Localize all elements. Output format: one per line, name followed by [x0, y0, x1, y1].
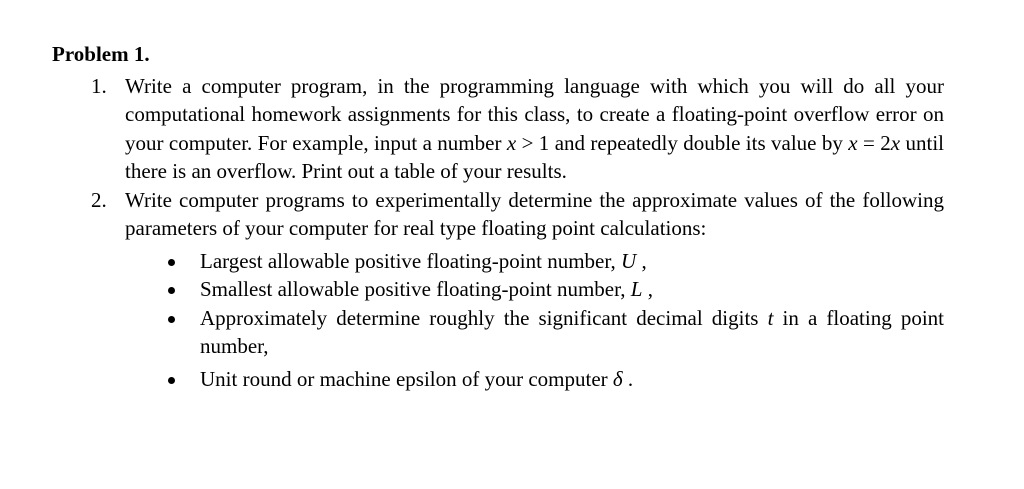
math-symbol: δ [612, 366, 623, 391]
math-x: x [506, 130, 517, 155]
item-2-text: Write computer programs to experimentally determine the approximate values of the following parameters of your computer for real type floating point calculations: [125, 187, 944, 240]
problem-list [52, 72, 944, 394]
math-x: x [890, 130, 901, 155]
bullet-item: Largest allowable positive floating-point number, U , [125, 247, 944, 276]
bullet-dot [168, 316, 175, 323]
problem-item-2 [52, 186, 944, 394]
problem-title: Problem 1. [52, 42, 150, 66]
bullet-dot [168, 287, 175, 294]
bullet-item: Approximately determine roughly the significant decimal digits t in a floating point number, [125, 304, 944, 361]
item-1-text: Write a computer program, in the programming language with which you will do all your computational homework assignments for this class, to create a floating-point overflow error on your computer. For example, input a number x > 1 and repeatedly double its value by x = 2x until there is an overflow. Print out a table of your results. [125, 73, 944, 183]
problem-item-1 [52, 72, 944, 186]
item-number: 2. [91, 187, 107, 212]
parameter-list [125, 247, 944, 394]
bullet-item: Unit round or machine epsilon of your computer δ . [125, 365, 944, 394]
document [52, 40, 944, 393]
math-symbol: t [767, 305, 774, 330]
item-number: 1. [91, 73, 107, 98]
math-symbol: L [630, 277, 643, 301]
math-symbol: U [621, 248, 637, 273]
bullet-dot [168, 377, 175, 384]
bullet-item: Smallest allowable positive floating-point number, L , [125, 275, 944, 304]
bullet-dot [168, 259, 175, 266]
math-x: x [848, 130, 858, 155]
